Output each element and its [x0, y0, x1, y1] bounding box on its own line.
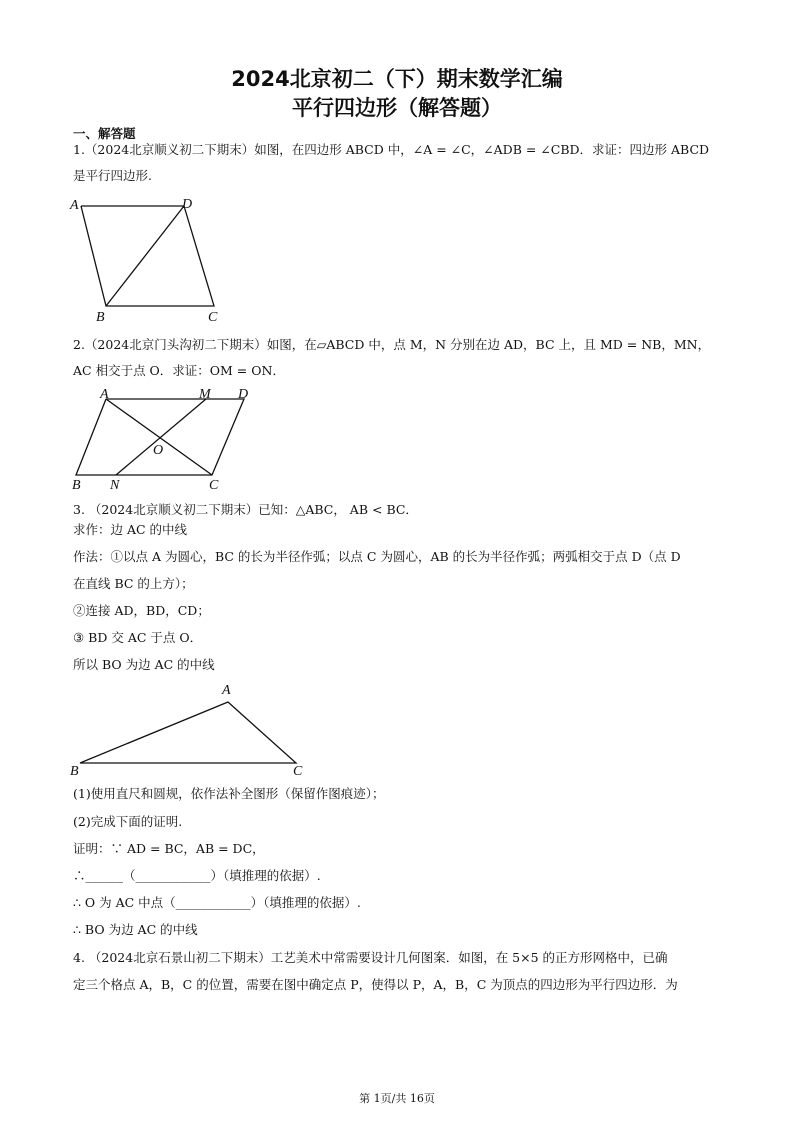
page-title-line2: 平行四边形（解答题） — [292, 96, 502, 120]
q2-diagonal-ac — [106, 399, 212, 475]
q2-text-line1: 2.（2024北京门头沟初二下期末）如图，在▱ABCD 中，点 M，N 分别在边 AD，BC 上，且 MD = NB，MN， — [73, 337, 711, 352]
q3-text-line1: 3. （2024北京顺义初二下期末）已知：△ABC， AB < BC． — [73, 502, 418, 517]
q2-label-a: A — [100, 387, 109, 402]
page-title-line1: 2024北京初二（下）期末数学汇编 — [231, 67, 563, 91]
section-heading: 一、解答题 — [73, 126, 136, 141]
q2-label-n: N — [110, 478, 120, 493]
q3-proof-line1: 证明：∵ AD = BC，AB = DC， — [73, 841, 265, 856]
page-footer: 第 1页/共 16页 — [359, 1092, 435, 1105]
q3-proof-line2: ∴______（____________）（填推理的依据）. — [73, 868, 321, 883]
q2-text-line2: AC 相交于点 O．求证：OM = ON． — [73, 363, 285, 378]
q2-segment-mn — [116, 399, 206, 475]
q2-figure — [66, 384, 266, 494]
q1-text-line1: 1.（2024北京顺义初二下期末）如图，在四边形 ABCD 中，∠A = ∠C，∠ADB = ∠CBD．求证：四边形 ABCD — [73, 142, 710, 157]
q2-label-m: M — [199, 387, 211, 402]
q3-subquestion-2: (2)完成下面的证明. — [73, 814, 183, 829]
q3-triangle-abc — [80, 702, 296, 763]
q1-diagonal-bd — [106, 206, 184, 306]
q3-text-line4: 在直线 BC 的上方）； — [73, 576, 194, 591]
q3-text-line5: ②连接 AD，BD，CD； — [73, 603, 210, 618]
q3-figure — [66, 680, 316, 780]
q3-text-line6: ③ BD 交 AC 于点 O． — [73, 630, 203, 645]
q2-label-d: D — [238, 387, 249, 402]
q1-label-c: C — [208, 310, 218, 324]
q3-subquestion-1: (1)使用直尺和圆规，依作法补全图形（保留作图痕迹）； — [73, 786, 385, 801]
q3-proof-line3: ∴ O 为 AC 中点（____________）（填推理的依据）. — [73, 895, 361, 910]
q1-text-line2: 是平行四边形. — [73, 168, 152, 183]
q1-parallelogram — [81, 206, 214, 306]
q3-proof-line4: ∴ BO 为边 AC 的中线 — [73, 922, 198, 937]
q4-text-line2: 定三个格点 A，B，C 的位置，需要在图中确定点 P，使得以 P，A，B，C 为顶点的四边形为平行四边形．为 — [73, 977, 678, 992]
q3-text-line7: 所以 BO 为边 AC 的中线 — [73, 657, 215, 672]
q4-text-line1: 4. （2024北京石景山初二下期末）工艺美术中常需要设计几何图案．如图，在 5×5 的正方形网格中，已确 — [73, 950, 668, 965]
q3-label-b: B — [70, 764, 79, 779]
q2-label-b: B — [72, 478, 81, 493]
q1-figure — [66, 192, 236, 324]
q2-label-c: C — [209, 478, 219, 493]
q1-label-a: A — [70, 198, 79, 213]
q3-label-a: A — [222, 683, 231, 698]
q2-label-o: O — [153, 443, 164, 458]
q3-text-line2: 求作：边 AC 的中线 — [73, 522, 188, 537]
q1-label-d: D — [182, 197, 193, 212]
q3-text-line3: 作法：①以点 A 为圆心，BC 的长为半径作弧；以点 C 为圆心，AB 的长为半径作弧；两弧相交于点 D（点 D — [73, 549, 681, 564]
q3-label-c: C — [293, 764, 303, 779]
q1-label-b: B — [96, 310, 105, 324]
